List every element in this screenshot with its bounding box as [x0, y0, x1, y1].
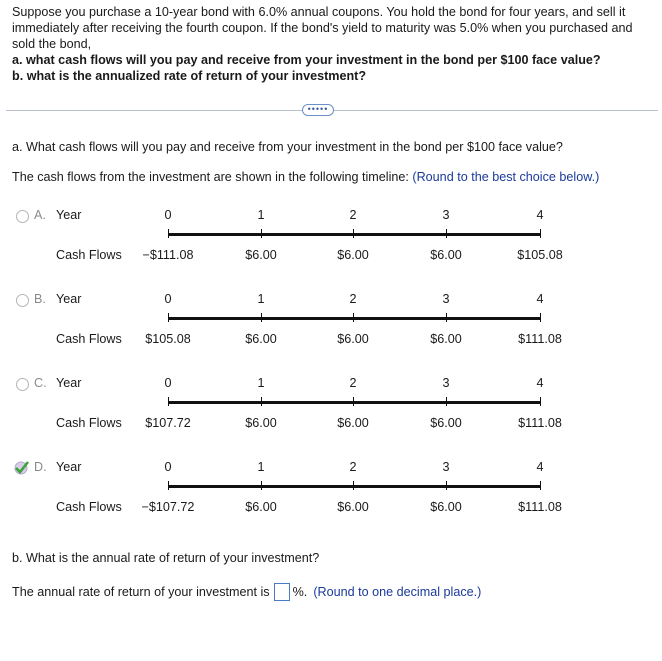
year-number: 4: [536, 376, 544, 390]
cash-flow-value: $6.00: [430, 416, 462, 430]
year-number: 4: [536, 460, 544, 474]
cash-flows-label: Cash Flows: [56, 500, 122, 514]
cash-flow-value: $6.00: [337, 332, 369, 346]
cash-flow-value: $111.08: [518, 332, 562, 346]
cash-flow-value: $105.08: [145, 332, 191, 346]
cash-flow-value: $111.08: [518, 500, 562, 514]
cash-flow-value: $6.00: [337, 416, 369, 430]
answer-row: [12, 583, 481, 601]
option-letter: A.: [34, 208, 46, 222]
cash-flow-value: $6.00: [245, 416, 277, 430]
year-number: 2: [349, 208, 357, 222]
cash-flow-value: $6.00: [430, 248, 462, 262]
option-letter: C.: [34, 376, 47, 390]
cash-flow-value: $111.08: [518, 416, 562, 430]
year-number: 3: [442, 460, 450, 474]
cash-flow-value: $6.00: [337, 500, 369, 514]
selected-check-icon[interactable]: [14, 461, 28, 475]
problem-part-a: a. what cash flows will you pay and receive from your investment in the bond per $100 face value?: [12, 53, 601, 67]
year-number: 0: [164, 292, 172, 306]
timeline-line: [168, 233, 541, 236]
cash-flows-label: Cash Flows: [56, 416, 122, 430]
year-number: 0: [164, 208, 172, 222]
cash-flow-value: $6.00: [430, 332, 462, 346]
timeline-line: [168, 317, 541, 320]
answer-prefix: The annual rate of return of your investment is: [12, 585, 270, 599]
cash-flow-value: $6.00: [337, 248, 369, 262]
radio-button[interactable]: [16, 210, 29, 223]
year-number: 4: [536, 292, 544, 306]
cash-flow-value: −$111.08: [142, 248, 194, 262]
cash-flow-value: $6.00: [430, 500, 462, 514]
question-b: b. What is the annual rate of return of your investment?: [12, 551, 320, 565]
option-letter: B.: [34, 292, 46, 306]
cash-flow-value: −$107.72: [141, 500, 195, 514]
year-label: Year: [56, 376, 82, 390]
cash-flows-label: Cash Flows: [56, 332, 122, 346]
year-label: Year: [56, 460, 82, 474]
cash-flow-value: $107.72: [145, 416, 191, 430]
cash-flow-value: $6.00: [245, 332, 277, 346]
year-number: 2: [349, 460, 357, 474]
year-number: 1: [257, 208, 265, 222]
question-a-intro: [12, 170, 599, 184]
problem-statement: [12, 4, 652, 84]
question-a: a. What cash flows will you pay and receive from your investment in the bond per $100 face value?: [12, 140, 563, 154]
year-number: 2: [349, 292, 357, 306]
answer-suffix: %.: [292, 585, 308, 599]
year-number: 3: [442, 376, 450, 390]
cash-flow-value: $105.08: [517, 248, 563, 262]
decimal-hint: (Round to one decimal place.): [313, 585, 482, 599]
round-hint: (Round to the best choice below.): [412, 170, 600, 184]
year-number: 1: [257, 376, 265, 390]
problem-text: Suppose you purchase a 10-year bond with 6.0% annual coupons. You hold the bond for four years, and sell it immediately after receiving the fourth coupon. If the bond's yield to maturity was 5.0% when you purchased and sold the bond,: [12, 5, 633, 51]
year-number: 0: [164, 376, 172, 390]
radio-button[interactable]: [16, 378, 29, 391]
cash-flow-value: $6.00: [245, 248, 277, 262]
more-button[interactable]: •••••: [302, 104, 334, 116]
cash-flows-label: Cash Flows: [56, 248, 122, 262]
intro-text: The cash flows from the investment are shown in the following timeline:: [12, 170, 409, 184]
cash-flow-value: $6.00: [245, 500, 277, 514]
year-number: 1: [257, 292, 265, 306]
year-number: 3: [442, 208, 450, 222]
year-number: 4: [536, 208, 544, 222]
problem-part-b: b. what is the annualized rate of return of your investment?: [12, 69, 367, 83]
timeline-line: [168, 485, 541, 488]
year-number: 2: [349, 376, 357, 390]
timeline-line: [168, 401, 541, 404]
option-letter: D.: [34, 460, 47, 474]
year-number: 0: [164, 460, 172, 474]
year-label: Year: [56, 208, 82, 222]
year-number: 3: [442, 292, 450, 306]
rate-input[interactable]: [274, 583, 290, 601]
year-number: 1: [257, 460, 265, 474]
radio-button[interactable]: [16, 294, 29, 307]
year-label: Year: [56, 292, 82, 306]
